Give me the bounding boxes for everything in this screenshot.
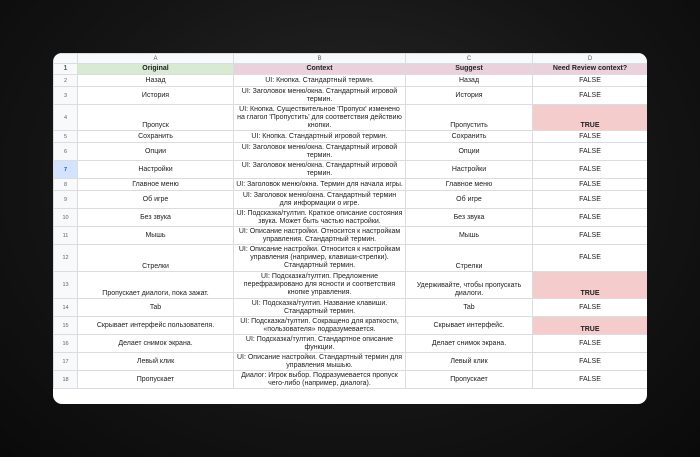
cell-need-review[interactable]: FALSE bbox=[533, 131, 648, 143]
row-number[interactable]: 6 bbox=[54, 143, 78, 161]
cell-context[interactable]: UI: Кнопка. Существительное 'Пропуск' изменено на глагол 'Пропустить' для соответствия действию кнопки. bbox=[234, 105, 406, 131]
cell-suggest[interactable]: Без звука bbox=[406, 209, 533, 227]
cell-context[interactable]: UI: Подсказка/тултип. Краткое описание состояния звука. Может быть частью настройки. bbox=[234, 209, 406, 227]
row-number[interactable]: 10 bbox=[54, 209, 78, 227]
cell-suggest[interactable]: Левый клик bbox=[406, 353, 533, 371]
row-number[interactable]: 9 bbox=[54, 191, 78, 209]
cell-need-review[interactable]: FALSE bbox=[533, 227, 648, 245]
row-number[interactable]: 2 bbox=[54, 75, 78, 87]
cell-original[interactable]: Tab bbox=[78, 299, 234, 317]
cell-context[interactable]: UI: Заголовок меню/окна. Термин для начала игры. bbox=[234, 179, 406, 191]
row-number[interactable]: 11 bbox=[54, 227, 78, 245]
table-row bbox=[54, 143, 648, 161]
row-number[interactable]: 3 bbox=[54, 87, 78, 105]
table-row bbox=[54, 299, 648, 317]
cell-context[interactable]: Диалог: Игрок выбор. Подразумевается пропуск чего-либо (например, диалога). bbox=[234, 371, 406, 389]
cell-context[interactable]: UI: Подсказка/тултип. Сокращено для краткости, «пользователя» подразумевается. bbox=[234, 317, 406, 335]
cell-context[interactable]: UI: Заголовок меню/окна. Стандартный игровой термин. bbox=[234, 143, 406, 161]
column-header-c[interactable]: C bbox=[406, 54, 533, 64]
cell-need-review[interactable]: FALSE bbox=[533, 209, 648, 227]
cell-need-review[interactable]: FALSE bbox=[533, 191, 648, 209]
cell-need-review[interactable]: TRUE bbox=[533, 105, 648, 131]
table-row bbox=[54, 245, 648, 272]
grid-body bbox=[54, 64, 648, 389]
row-number[interactable]: 5 bbox=[54, 131, 78, 143]
cell-need-review[interactable]: FALSE bbox=[533, 371, 648, 389]
cell-suggest[interactable]: Пропускает bbox=[406, 371, 533, 389]
cell-suggest[interactable]: Удерживайте, чтобы пропускать диалоги. bbox=[406, 272, 533, 299]
cell-suggest[interactable]: Сохранить bbox=[406, 131, 533, 143]
cell-original[interactable]: Делает снимок экрана. bbox=[78, 335, 234, 353]
cell-suggest[interactable]: Настройки bbox=[406, 161, 533, 179]
header-context[interactable]: Context bbox=[234, 64, 406, 75]
cell-need-review[interactable]: FALSE bbox=[533, 161, 648, 179]
cell-original[interactable]: Пропускает bbox=[78, 371, 234, 389]
cell-original[interactable]: Сохранить bbox=[78, 131, 234, 143]
column-header-a[interactable]: A bbox=[78, 54, 234, 64]
cell-original[interactable]: Мышь bbox=[78, 227, 234, 245]
column-header-d[interactable]: D bbox=[533, 54, 648, 64]
cell-context[interactable]: UI: Заголовок меню/окна. Стандартный игровой термин. bbox=[234, 161, 406, 179]
cell-original[interactable]: Назад bbox=[78, 75, 234, 87]
table-row bbox=[54, 161, 648, 179]
cell-original[interactable]: История bbox=[78, 87, 234, 105]
cell-context[interactable]: UI: Описание настройки. Относится к настройкам управления (например, клавиши-стрелки). Стандартный термин. bbox=[234, 245, 406, 272]
table-row bbox=[54, 179, 648, 191]
cell-suggest[interactable]: Стрелки bbox=[406, 245, 533, 272]
cell-context[interactable]: UI: Описание настройки. Стандартный термин для управления мышью. bbox=[234, 353, 406, 371]
row-number[interactable]: 14 bbox=[54, 299, 78, 317]
cell-original[interactable]: Скрывает интерфейс пользователя. bbox=[78, 317, 234, 335]
cell-context[interactable]: UI: Кнопка. Стандартный игровой термин. bbox=[234, 131, 406, 143]
row-number[interactable]: 4 bbox=[54, 105, 78, 131]
row-number[interactable]: 12 bbox=[54, 245, 78, 272]
table-row bbox=[54, 191, 648, 209]
cell-context[interactable]: UI: Кнопка. Стандартный термин. bbox=[234, 75, 406, 87]
cell-context[interactable]: UI: Подсказка/тултип. Предложение перефразировано для ясности и соответствия кнопке управления. bbox=[234, 272, 406, 299]
table-header-row bbox=[54, 64, 648, 75]
row-number[interactable]: 18 bbox=[54, 371, 78, 389]
cell-original[interactable]: Настройки bbox=[78, 161, 234, 179]
row-number[interactable]: 13 bbox=[54, 272, 78, 299]
table-row bbox=[54, 105, 648, 131]
table-row bbox=[54, 317, 648, 335]
cell-original[interactable]: Без звука bbox=[78, 209, 234, 227]
spreadsheet-card bbox=[53, 53, 647, 404]
cell-need-review[interactable]: TRUE bbox=[533, 317, 648, 335]
row-number[interactable]: 15 bbox=[54, 317, 78, 335]
row-number[interactable]: 17 bbox=[54, 353, 78, 371]
cell-suggest[interactable]: Главное меню bbox=[406, 179, 533, 191]
cell-need-review[interactable]: FALSE bbox=[533, 335, 648, 353]
column-header-b[interactable]: B bbox=[234, 54, 406, 64]
cell-need-review[interactable]: FALSE bbox=[533, 353, 648, 371]
cell-original[interactable]: Опции bbox=[78, 143, 234, 161]
table-row bbox=[54, 87, 648, 105]
cell-need-review[interactable]: FALSE bbox=[533, 245, 648, 272]
table-row bbox=[54, 209, 648, 227]
row-number[interactable]: 8 bbox=[54, 179, 78, 191]
cell-context[interactable]: UI: Подсказка/тултип. Название клавиши. Стандартный термин. bbox=[234, 299, 406, 317]
header-need-review[interactable]: Need Review context? bbox=[533, 64, 648, 75]
row-number[interactable]: 1 bbox=[54, 64, 78, 75]
column-header-row bbox=[54, 54, 648, 64]
cell-context[interactable]: UI: Заголовок меню/окна. Стандартный термин для информации о игре. bbox=[234, 191, 406, 209]
cell-context[interactable]: UI: Заголовок меню/окна. Стандартный игровой термин. bbox=[234, 87, 406, 105]
cell-suggest[interactable]: Tab bbox=[406, 299, 533, 317]
table-row bbox=[54, 227, 648, 245]
cell-suggest[interactable]: Делает снимок экрана. bbox=[406, 335, 533, 353]
header-original[interactable]: Original bbox=[78, 64, 234, 75]
select-all-corner[interactable] bbox=[54, 54, 78, 64]
cell-original[interactable]: Стрелки bbox=[78, 245, 234, 272]
cell-need-review[interactable]: FALSE bbox=[533, 143, 648, 161]
table-row bbox=[54, 353, 648, 371]
cell-context[interactable]: UI: Подсказка/тултип. Стандартное описание функции. bbox=[234, 335, 406, 353]
cell-original[interactable]: Об игре bbox=[78, 191, 234, 209]
header-suggest[interactable]: Suggest bbox=[406, 64, 533, 75]
cell-need-review[interactable]: FALSE bbox=[533, 299, 648, 317]
row-number[interactable]: 16 bbox=[54, 335, 78, 353]
table-row bbox=[54, 335, 648, 353]
row-number[interactable]: 7 bbox=[54, 161, 78, 179]
cell-suggest[interactable]: Мышь bbox=[406, 227, 533, 245]
cell-suggest[interactable]: Назад bbox=[406, 75, 533, 87]
cell-suggest[interactable]: Опции bbox=[406, 143, 533, 161]
table-row bbox=[54, 75, 648, 87]
table-row bbox=[54, 371, 648, 389]
cell-need-review[interactable]: FALSE bbox=[533, 179, 648, 191]
table-row bbox=[54, 272, 648, 299]
cell-suggest[interactable]: Пропустить bbox=[406, 105, 533, 131]
cell-original[interactable]: Пропуск bbox=[78, 105, 234, 131]
cell-suggest[interactable]: Об игре bbox=[406, 191, 533, 209]
cell-original[interactable]: Пропускает диалоги, пока зажат. bbox=[78, 272, 234, 299]
table-row bbox=[54, 131, 648, 143]
cell-suggest[interactable]: История bbox=[406, 87, 533, 105]
cell-need-review[interactable]: FALSE bbox=[533, 87, 648, 105]
cell-original[interactable]: Левый клик bbox=[78, 353, 234, 371]
cell-context[interactable]: UI: Описание настройки. Относится к настройкам управления. Стандартный термин. bbox=[234, 227, 406, 245]
cell-need-review[interactable]: TRUE bbox=[533, 272, 648, 299]
cell-suggest[interactable]: Скрывает интерфейс. bbox=[406, 317, 533, 335]
spreadsheet-grid bbox=[53, 53, 647, 389]
cell-original[interactable]: Главное меню bbox=[78, 179, 234, 191]
cell-need-review[interactable]: FALSE bbox=[533, 75, 648, 87]
